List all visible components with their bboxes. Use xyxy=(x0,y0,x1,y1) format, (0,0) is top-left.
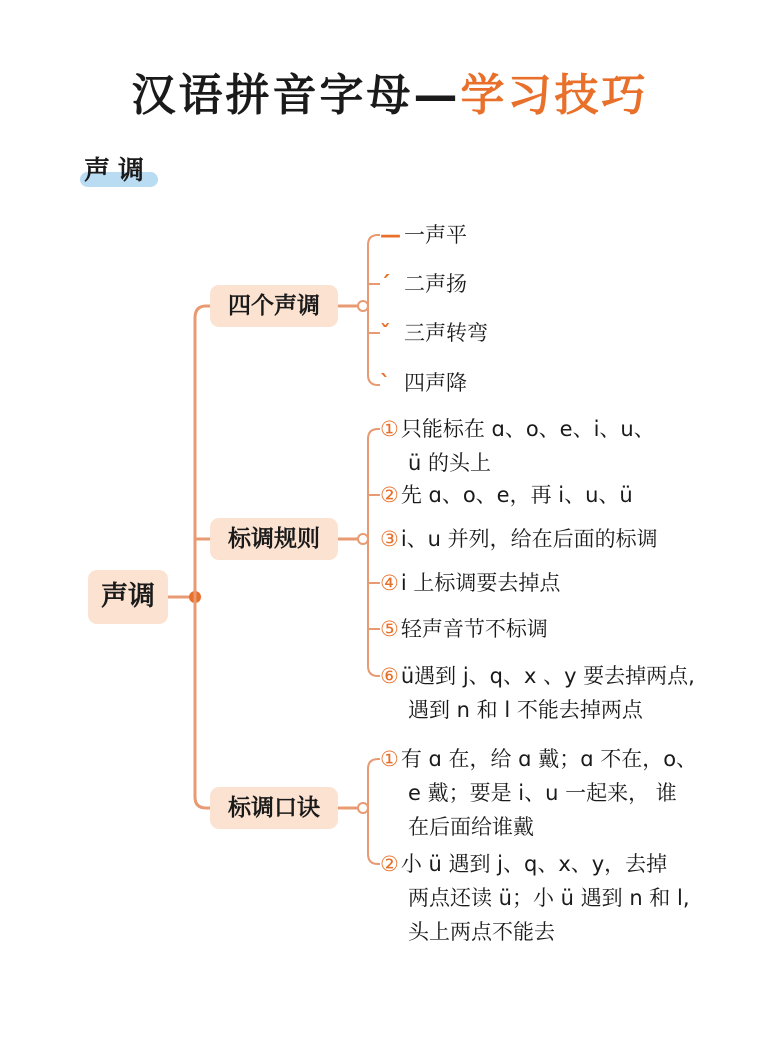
leaf-mnemonic-1: ①有 ɑ 在，给 ɑ 戴；ɑ 不在，o、 e 戴；要是 i、u 一起来， 谁 在后面给谁戴 xyxy=(380,747,698,839)
leaf-rule-4: ④i 上标调要去掉点 xyxy=(380,571,561,595)
branch-1-knob xyxy=(358,301,368,311)
branch-node-mnemonic: 标调口诀 xyxy=(210,787,338,829)
leaf-tone-3: ˇ 三声转弯 xyxy=(380,316,488,350)
tone-mark-1: — xyxy=(380,223,401,247)
branch-3-knob xyxy=(358,803,368,813)
leaf-tone-4: ˋ 四声降 xyxy=(380,366,467,400)
branch-node-tones: 四个声调 xyxy=(210,285,338,327)
leaf-rule-2: ②先 ɑ、o、e，再 i、u、ü xyxy=(380,483,633,507)
leaf-rule-1: ①只能标在 ɑ、o、e、i、u、 ü 的头上 xyxy=(380,417,655,475)
tone-mark-3: ˇ xyxy=(380,321,391,345)
leaf-tone-2: ˊ 二声扬 xyxy=(380,267,467,301)
branch-node-rules: 标调规则 xyxy=(210,518,338,560)
leaf-rule-3: ③i、u 并列，给在后面的标调 xyxy=(380,527,658,551)
root-node: 声调 xyxy=(88,570,168,624)
branch-2-bracket xyxy=(368,429,380,676)
main-trunk xyxy=(195,306,210,808)
section-tag: 声调 xyxy=(84,156,153,186)
branch-1-bracket xyxy=(368,235,380,385)
tone-mark-4: ˋ xyxy=(380,371,391,395)
leaf-rule-6: ⑥ü遇到 j、q、x 、y 要去掉两点, 遇到 n 和 l 不能去掉两点 xyxy=(380,664,695,722)
leaf-tone-1: — 一声平 xyxy=(380,218,467,252)
leaf-mnemonic-2: ②小 ü 遇到 j、q、x、y，去掉 两点还读 ü；小 ü 遇到 n 和 l, 头上两点不能去 xyxy=(380,852,690,944)
leaf-rule-5: ⑤轻声音节不标调 xyxy=(380,617,548,641)
title-part-2: 学习技巧 xyxy=(460,70,649,121)
branch-3-bracket xyxy=(368,759,380,864)
tone-mark-2: ˊ xyxy=(380,272,391,296)
title-part-1: 汉语拼音字母— xyxy=(131,70,461,121)
branch-2-knob xyxy=(358,534,368,544)
